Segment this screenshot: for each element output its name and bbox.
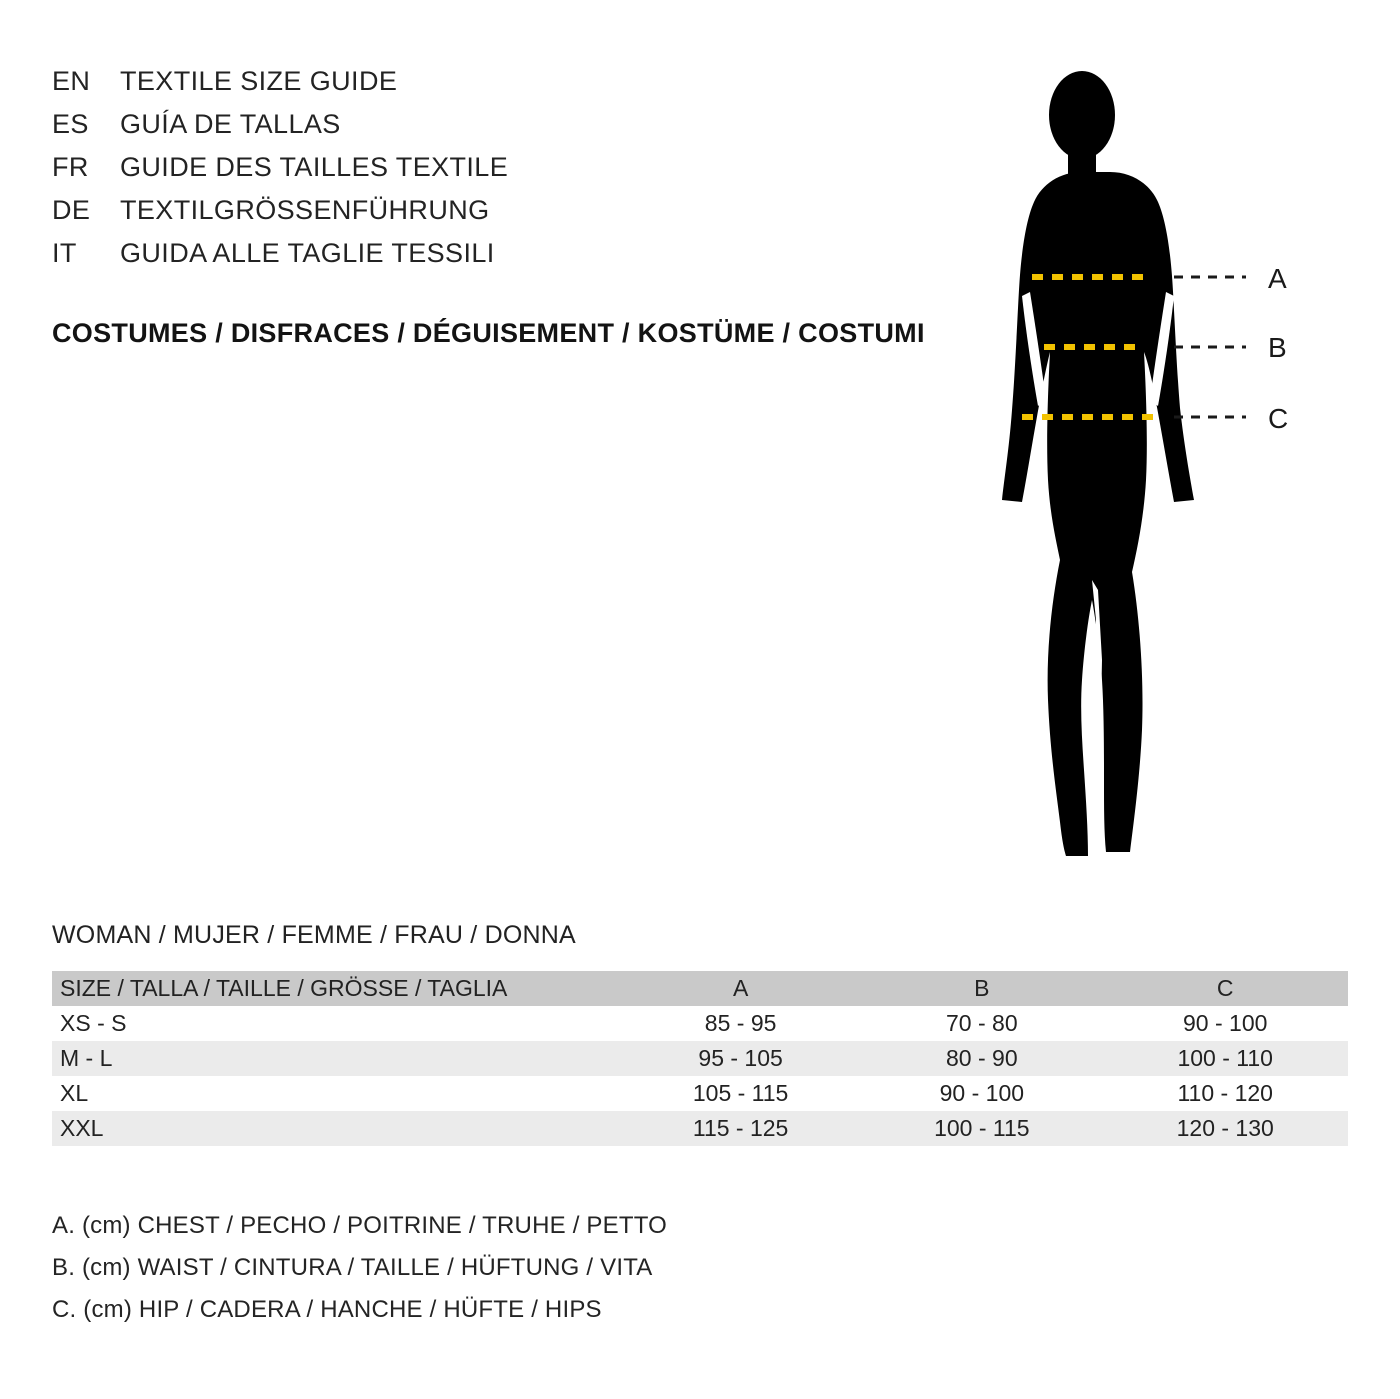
language-label: GUÍA DE TALLAS [120, 109, 341, 139]
language-code: EN [52, 66, 91, 96]
language-row-de [52, 195, 952, 238]
column-header-c: C [1216, 975, 1234, 1001]
language-label: TEXTILGRÖSSENFÜHRUNG [120, 195, 490, 225]
marker-label-a: A [1268, 263, 1288, 294]
table-header-row [52, 971, 1348, 1006]
cell-a: 85 - 95 [704, 1010, 777, 1036]
size-table [52, 971, 1348, 1146]
table-row [52, 1006, 1348, 1041]
language-row-it [52, 238, 952, 281]
marker-label-c: C [1268, 403, 1289, 434]
column-header-a: A [732, 975, 749, 1001]
language-label: TEXTILE SIZE GUIDE [120, 66, 398, 96]
cell-c: 110 - 120 [1177, 1080, 1273, 1106]
measurement-legend [52, 1205, 667, 1331]
language-row-fr [52, 152, 952, 195]
table-title: WOMAN / MUJER / FEMME / FRAU / DONNA [52, 921, 576, 949]
cell-a: 95 - 105 [698, 1045, 783, 1071]
table-row [52, 1076, 1348, 1111]
table-row [52, 1041, 1348, 1076]
cell-b: 80 - 90 [946, 1045, 1018, 1071]
cell-size: XXL [60, 1115, 104, 1141]
language-row-en [52, 66, 952, 109]
column-header-b: B [974, 975, 990, 1001]
language-code: IT [52, 238, 77, 268]
body-silhouette-diagram [960, 60, 1360, 880]
category-line: COSTUMES / DISFRACES / DÉGUISEMENT / KOSTÜME / COSTUMI [52, 318, 925, 348]
cell-size: XL [60, 1080, 89, 1106]
legend-row-b: B. (cm) WAIST / CINTURA / TAILLE / HÜFTUNG / VITA [52, 1254, 653, 1281]
cell-size: XS - S [60, 1010, 127, 1036]
cell-c: 120 - 130 [1176, 1115, 1274, 1141]
language-header [52, 66, 952, 281]
language-label: GUIDA ALLE TAGLIE TESSILI [120, 238, 495, 268]
cell-b: 100 - 115 [934, 1115, 1030, 1141]
language-code: ES [52, 109, 89, 139]
female-silhouette-icon [960, 60, 1360, 880]
language-code: FR [52, 152, 89, 182]
cell-a: 115 - 125 [692, 1115, 789, 1141]
language-label: GUIDE DES TAILLES TEXTILE [120, 152, 509, 182]
table-row [52, 1111, 1348, 1146]
legend-row-a: A. (cm) CHEST / PECHO / POITRINE / TRUHE / PETTO [52, 1212, 668, 1239]
cell-b: 70 - 80 [946, 1010, 1018, 1036]
column-header-size: SIZE / TALLA / TAILLE / GRÖSSE / TAGLIA [60, 975, 508, 1001]
language-row-es [52, 109, 952, 152]
cell-c: 90 - 100 [1183, 1010, 1268, 1036]
cell-size: M - L [60, 1045, 113, 1071]
language-code: DE [52, 195, 91, 225]
legend-row-c: C. (cm) HIP / CADERA / HANCHE / HÜFTE / HIPS [52, 1296, 602, 1323]
cell-b: 90 - 100 [939, 1080, 1025, 1106]
cell-a: 105 - 115 [692, 1080, 789, 1106]
marker-label-b: B [1268, 332, 1288, 363]
cell-c: 100 - 110 [1177, 1045, 1273, 1071]
